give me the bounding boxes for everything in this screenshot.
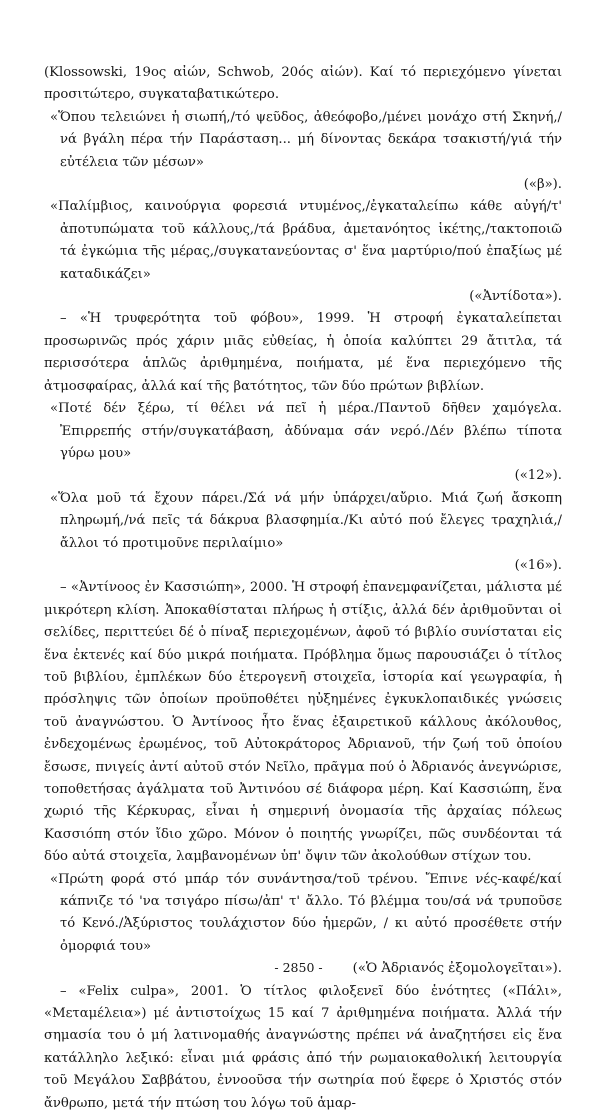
quote-4 xyxy=(44,488,562,578)
quote-text: «Ποτέ δέν ξέρω, τί θέλει νά πεῖ ἡ μέρα./Παντοῦ δῆθεν χαμόγελα. Ἐπιρρεπής στήν/συγκατάβαση, ἀδύναμα σάν νερό./Δέν βλέπω τίποτα γύρω μου» xyxy=(50,401,562,461)
quote-source: («β»). xyxy=(523,177,562,193)
quote-source: («Ὁ Ἀδριανός ἐξομολογεῖται»). xyxy=(352,961,562,977)
quote-1 xyxy=(44,107,562,197)
page-number: - 2850 - xyxy=(274,960,323,975)
quote-2 xyxy=(44,196,562,308)
quote-text: «Παλίμβιος, καινούργια φορεσιά ντυμένος,/ἐγκαταλείπω κάθε αὐγή/τ' ἀποτυπώματα τοῦ κάλλους,/τά βράδυα, ἀμετανόητος ἱκέτης,/τακτοποιῶ τά ἐγκώμια τῆς μέρας,/συγκατανεύοντας σ' ἕνα μαρτύριο/πού ἐπαξίως μέ καταδικάζει» xyxy=(50,199,562,282)
quote-source: («Ἀντίδοτα»). xyxy=(469,289,562,305)
paragraph-2: – «Ἡ τρυφερότητα τοῦ φόβου», 1999. Ἡ στροφή ἐγκαταλείπεται προσωρινῶς πρός χάριν μιᾶς εὐθείας, ἡ ὁποία καλύπτει 29 ἄτιτλα, τά περισσότερα ἁπλῶς ἀριθμημένα, ποιήματα, μέ ἕνα περιεχόμενο τῆς ἀτμοσφαίρας, ἀλλά καί τῆς βατότητος, τῶν δύο πρώτων βιβλίων. xyxy=(44,311,562,394)
quote-text: «Πρώτη φορά στό μπάρ τόν συνάντησα/τοῦ τρένου. Ἔπινε νές-καφέ/καί κάπνιζε τό 'να τσιγάρο πίσω/ἀπ' τ' ἄλλο. Τό βλέμμα του/σά νά τρυποῦσε τό Κενό./Ἀξύριστος τουλάχιστον δύο ἡμερῶν, / κι αὐτό προσέθετε στήν ὀμορφιά του» xyxy=(50,871,562,954)
quote-text: «Ὅλα μοῦ τά ἔχουν πάρει./Σά νά μήν ὑπάρχει/αὔριο. Μιά ζωή ἄσκοπη πληρωμή,/νά πεῖς τά δάκρυα βλασφημία./Κι αὐτό πού ἔλεγες τραχηλιά,/ἄλλοι τό προτιμοῦνε περιλαίμιο» xyxy=(50,490,562,551)
quote-source: («16»). xyxy=(514,557,562,573)
paragraph-4: – «Felix culpa», 2001. Ὁ τίτλος φιλοξενεῖ δύο ἑνότητες («Πάλι», «Μεταμέλεια») μέ ἀντιστοίχως 15 καί 7 ἀριθμημένα ποιήματα. Ἀλλά τήν σημασία του ὁ μή λατινομαθής ἀναγνώστης πρέπει νά ἀναζητήσει εἰς ἕνα κατάλληλο λεξικό: εἶναι μιά φράσις ἀπό τήν ρωμαιοκαθολική λειτουργία τοῦ Μεγάλου Σαββάτου, ἐννοοῦσα τήν σωτηρία πού ἔφερε ὁ Χριστός στόν ἄνθρωπο, μετά τήν πτώση του λόγω τοῦ ἁμαρ- xyxy=(44,983,562,1111)
quote-text: «Ὅπου τελειώνει ἡ σιωπή,/τό ψεῦδος, ἀθεόφοβο,/μένει μονάχο στή Σκηνή,/νά βγάλη πέρα τήν Παράσταση... μή δίνοντας δεκάρα τσακιστή/γιά τήν εὐτέλεια τῶν μέσων» xyxy=(50,109,562,170)
quote-3 xyxy=(44,398,562,488)
paragraph-1: (Klossowski, 19ος αἰών, Schwob, 20ός αἰών). Καί τό περιεχόμενο γίνεται προσιτώτερο, συγκαταβατικώτερο. xyxy=(44,65,562,103)
paragraph-3: – «Ἀντίνοος ἐν Κασσιώπη», 2000. Ἡ στροφή ἐπανεμφανίζεται, μάλιστα μέ μικρότερη κλίση. Ἀποκαθίσταται πλήρως ἡ στίξις, ἀλλά δέν ἀριθμοῦνται οἱ σελίδες, περιττεύει δέ ὁ πίναξ περιεχομένων, ἀφοῦ τό βιβλίο συνίσταται εἰς ἕνα ἐκτενές καί δύο μικρά ποιήματα. Πρόβλημα ὅμως παρουσιάζει ὁ τίτλος τοῦ βιβλίου, ἐμπλέκων δύο ἑτερογενῆ στοιχεῖα, ἱστορία καί γεωγραφία, ἡ πρόσληψις τῶν ὁποίων προϋποθέτει ηὐξημένες ἐγκυκλοπαιδικές γνώσεις τοῦ ἀναγνώστου. Ὁ Ἀντίνοος ἦτο ἕνας ἐξαιρετικοῦ κάλλους ἀκόλουθος, ἐνδεχομένως ἐρωμένος, τοῦ Αὐτοκράτορος Ἀδριανοῦ, τήν ζωή τοῦ ὁποίου ἔσωσε, πνιγείς ἀντί αὐτοῦ στόν Νεῖλο, πρᾶγμα πού ὁ Ἀδριανός ἀνεγνώρισε, τοποθετήσας ἀγάλματα τοῦ Ἀντινόου σέ διάφορα μέρη. Καί Κασσιώπη, ἕνα χωριό τῆς Κέρκυρας, εἶναι ἡ σημερινή ὀνομασία τῆς ἀρχαίας πόλεως Κασσιόπη στόν ἴδιο χῶρο. Μόνον ὁ ποιητής γνωρίζει, πῶς συνδέονται τά δύο αὐτά στοιχεῖα, λαμβανομένων ὑπ' ὄψιν τῶν ἀκολούθων στίχων του. xyxy=(44,580,562,865)
page-body xyxy=(44,62,562,1115)
quote-source: («12»). xyxy=(514,468,562,484)
